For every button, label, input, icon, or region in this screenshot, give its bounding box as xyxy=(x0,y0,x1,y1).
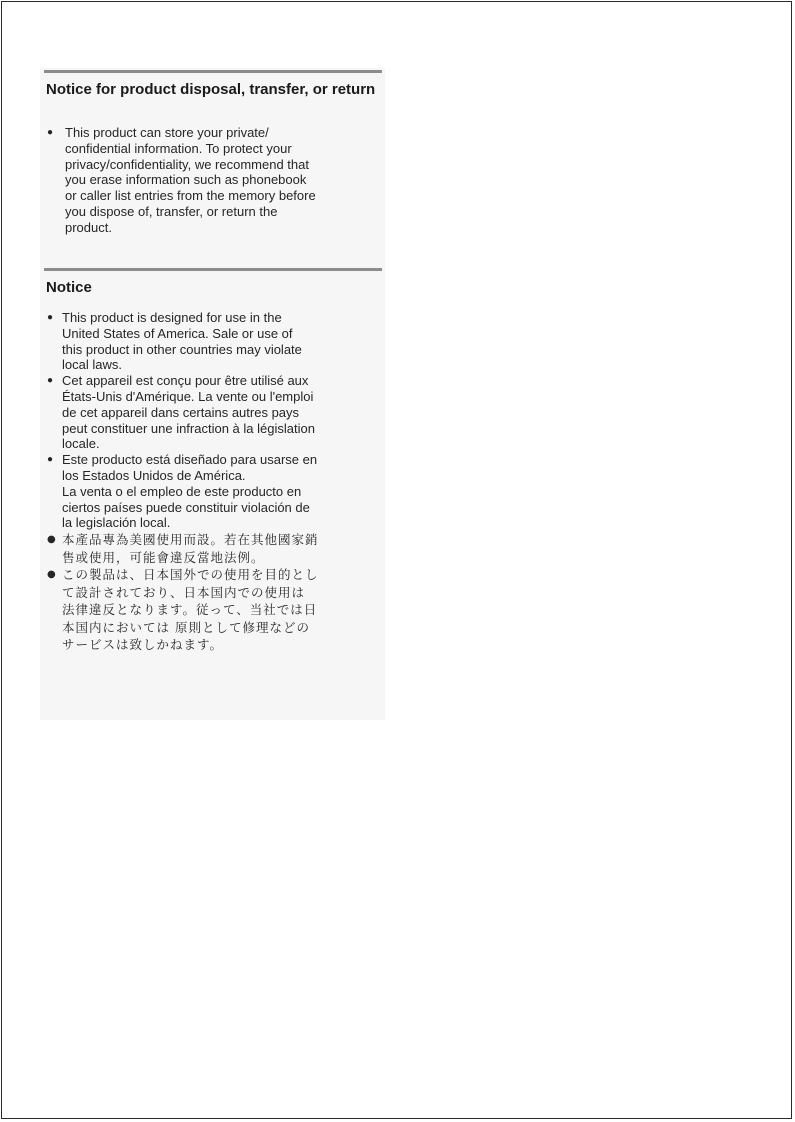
notice-english-text: This product is designed for use in the United States of America. Sale or use of this product in other countries may violate local laws. xyxy=(62,310,302,373)
notice-heading: Notice xyxy=(46,279,92,296)
disposal-heading: Notice for product disposal, transfer, or return xyxy=(46,81,376,98)
bullet-icon: ● xyxy=(47,454,54,466)
notice-chinese-text: 本產品專為美國使用而設。若在其他國家銷 售或使用，可能會違反當地法例。 xyxy=(62,532,319,565)
bullet-icon: ● xyxy=(47,569,57,581)
bullet-icon: ● xyxy=(47,127,54,138)
list-item xyxy=(46,531,382,566)
notice-list xyxy=(46,310,382,654)
section-divider xyxy=(44,70,382,73)
list-item xyxy=(46,310,382,373)
list-item xyxy=(46,125,382,236)
section-divider xyxy=(44,268,382,271)
notice-french-text: Cet appareil est conçu pour être utilisé aux États-Unis d'Amérique. La vente ou l'emploi de cet appareil dans certains autres pays peut constituer une infraction à la législation locale. xyxy=(62,373,315,452)
bullet-icon: ● xyxy=(47,312,54,323)
list-item xyxy=(46,452,382,531)
notice-spanish-text: Este producto está diseñado para usarse en los Estados Unidos de América. La venta o el empleo de este producto en ciertos países puede constituir violación de la legislación local. xyxy=(62,452,318,531)
list-item xyxy=(46,373,382,452)
disposal-list xyxy=(46,125,382,236)
bullet-icon: ● xyxy=(47,534,57,546)
notice-japanese-text: この製品は、日本国外での使用を目的とし て設計されており、日本国内での使用は 法律違反となります。従って、当社では日 本国内においては 原則として修理などの サービスは致しかねます。 xyxy=(62,567,319,653)
disposal-text: This product can store your private/ confidential information. To protect your privacy/confidentiality, we recommend that you erase information such as phonebook or caller list entries from the memory before you dispose of, transfer, or return the product. xyxy=(65,125,316,235)
bullet-icon: ● xyxy=(47,375,54,387)
list-item xyxy=(46,566,382,654)
